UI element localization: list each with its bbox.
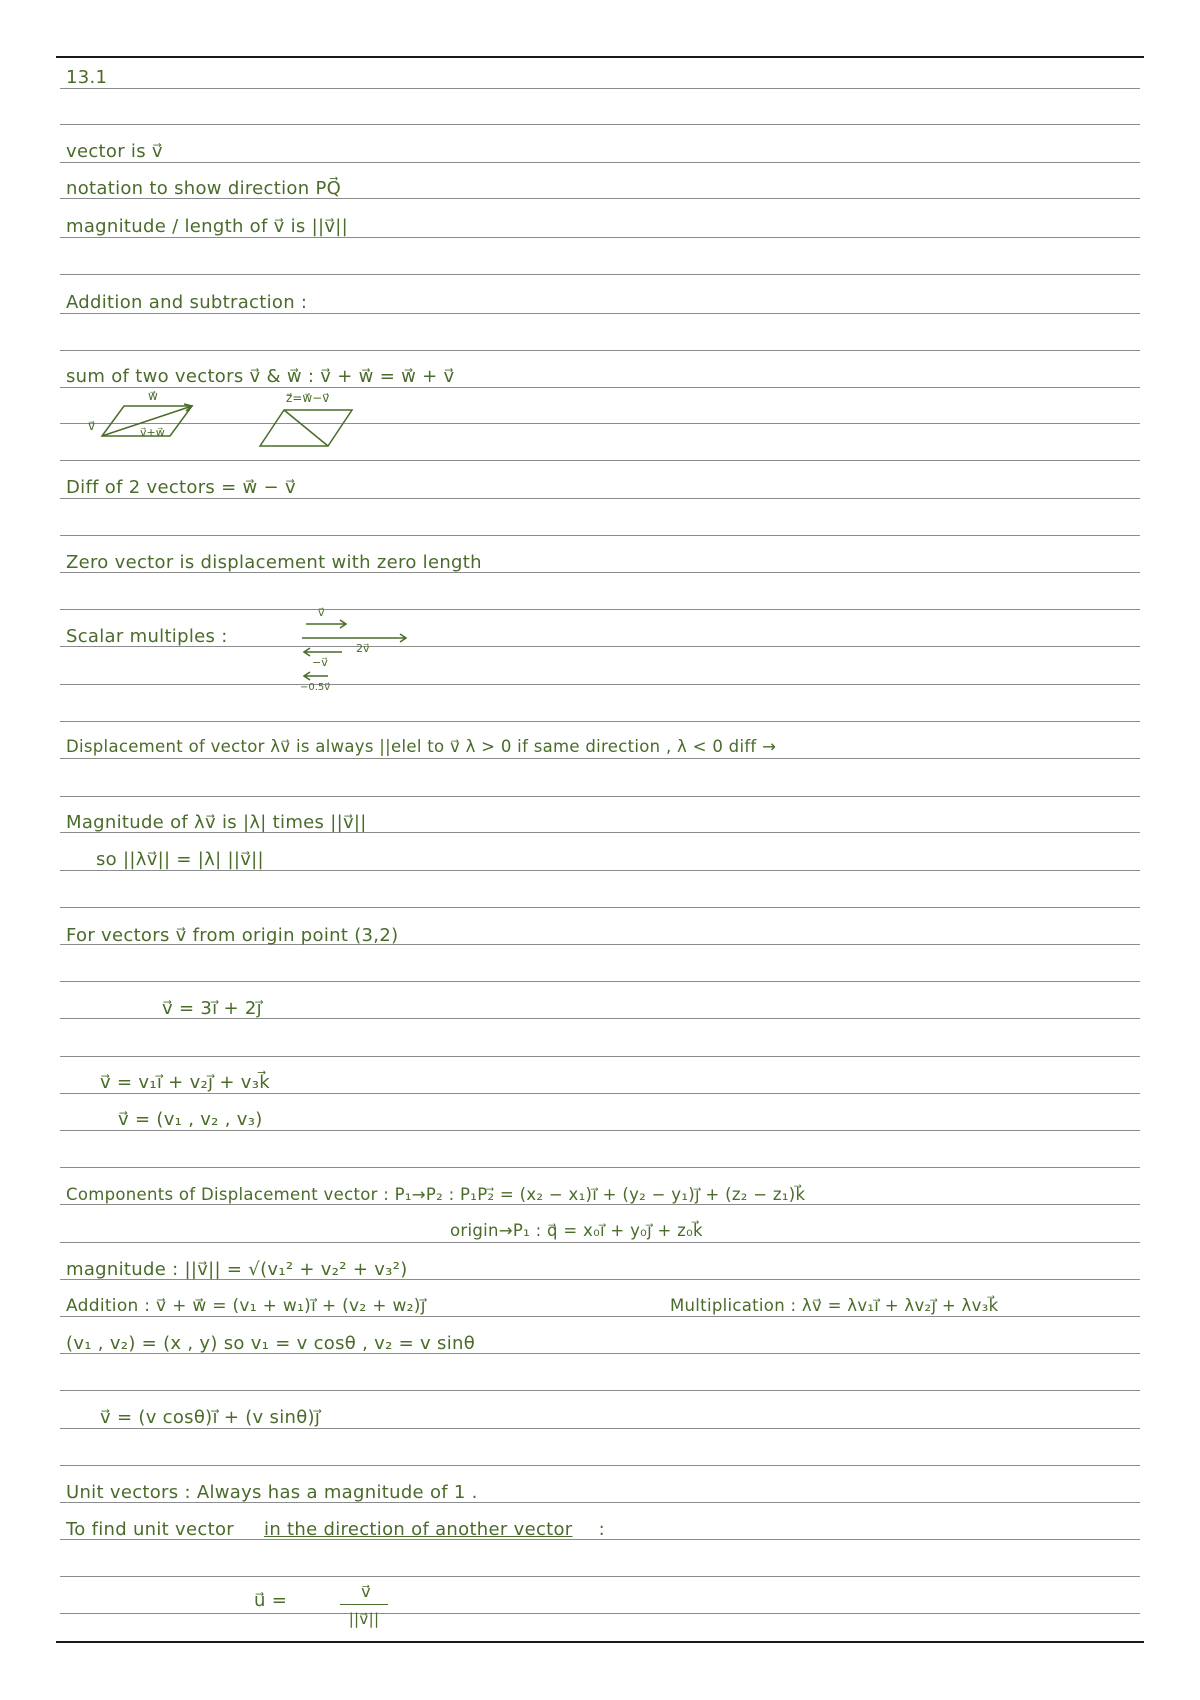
vectors-from-origin: For vectors v⃗ from origin point (3,2)	[66, 925, 399, 946]
magnitude-definition: magnitude / length of v⃗ is ||v⃗||	[66, 216, 349, 237]
arrow-neg-v	[304, 648, 342, 656]
parallelogram-diff	[260, 410, 352, 446]
magnitude-of-lambda-v: Magnitude of λv⃗ is |λ| times ||v⃗||	[66, 812, 367, 833]
addition-subtraction-heading: Addition and subtraction :	[66, 292, 308, 313]
unit-formula-denominator: ||v⃗||	[348, 1610, 380, 1628]
label-2v: 2v⃗	[356, 642, 370, 655]
vector-definition: vector is v⃗	[66, 141, 163, 162]
fraction-bar	[340, 1604, 388, 1605]
zero-vector-definition: Zero vector is displacement with zero length	[66, 552, 482, 573]
displacement-components: Components of Displacement vector : P₁→P₂ : P₁P₂⃗ = (x₂ − x₁)i⃗ + (y₂ − y₁)j⃗ + (z₂ − z₁)k⃗	[66, 1185, 806, 1204]
sketch-label-v: v⃗	[88, 419, 96, 433]
section-number: 13.1	[66, 67, 108, 88]
arrow-v	[306, 620, 346, 628]
sum-of-two-vectors: sum of two vectors v⃗ & w⃗ : v⃗ + w⃗ = w⃗ + v⃗	[66, 366, 455, 387]
arrow-2v	[302, 634, 406, 642]
to-find-unit-prefix: To find unit vector	[66, 1519, 234, 1540]
unit-vectors-definition: Unit vectors : Always has a magnitude of 1 .	[66, 1482, 478, 1503]
addition-formula: Addition : v⃗ + w⃗ = (v₁ + w₁)i⃗ + (v₂ + w₂)j⃗	[66, 1296, 426, 1316]
displacement-parallel: Displacement of vector λv⃗ is always ||elel to v⃗ λ > 0 if same direction , λ < 0 diff →	[66, 737, 777, 756]
v-ijk-components: v⃗ = v₁i⃗ + v₂j⃗ + v₃k⃗	[100, 1072, 270, 1093]
v-trig-form: v⃗ = (v cosθ)i⃗ + (v sinθ)j⃗	[100, 1407, 321, 1428]
top-border	[56, 56, 1144, 58]
scalar-multiples-heading: Scalar multiples :	[66, 626, 228, 647]
label-v: v⃗	[318, 606, 325, 619]
v-equals-3i-2j: v⃗ = 3i⃗ + 2j⃗	[162, 998, 262, 1019]
v-tuple: v⃗ = (v₁ , v₂ , v₃)	[118, 1109, 263, 1130]
vector-addition-sketch	[80, 390, 400, 460]
sketch-label-w: w⃗	[148, 390, 158, 403]
sketch-label-v-plus-w: v⃗+w⃗	[140, 426, 165, 439]
label-neg-v: −v⃗	[312, 656, 328, 669]
unit-formula-lhs: u⃗ =	[254, 1590, 288, 1611]
magnitude-lambda-equation: so ||λv⃗|| = |λ| ||v⃗||	[96, 849, 264, 870]
direction-notation: notation to show direction PQ⃗	[66, 178, 342, 199]
label-neg-half-v: −0.5v⃗	[300, 682, 331, 690]
to-find-unit-suffix: :	[598, 1519, 605, 1540]
arrow-neg-half-v	[304, 672, 328, 680]
to-find-unit-underlined: in the direction of another vector	[264, 1519, 573, 1540]
to-find-unit-vector-line	[66, 1519, 605, 1540]
v1-v2-trig-relation: (v₁ , v₂) = (x , y) so v₁ = v cosθ , v₂ = v sinθ	[66, 1333, 476, 1354]
sketch-label-z: z⃗=w⃗−v⃗	[286, 391, 330, 405]
scalar-multiples-sketch	[296, 602, 426, 690]
multiplication-formula: Multiplication : λv⃗ = λv₁i⃗ + λv₂j⃗ + λv₃k⃗	[670, 1296, 999, 1315]
bottom-border	[56, 1641, 1144, 1643]
origin-to-p1: origin→P₁ : q⃗ = x₀i⃗ + y₀j⃗ + z₀k⃗	[450, 1221, 703, 1240]
difference-of-vectors: Diff of 2 vectors = w⃗ − v⃗	[66, 477, 296, 498]
unit-formula-numerator: v⃗	[361, 1582, 371, 1601]
magnitude-formula: magnitude : ||v⃗|| = √(v₁² + v₂² + v₃²)	[66, 1259, 408, 1280]
